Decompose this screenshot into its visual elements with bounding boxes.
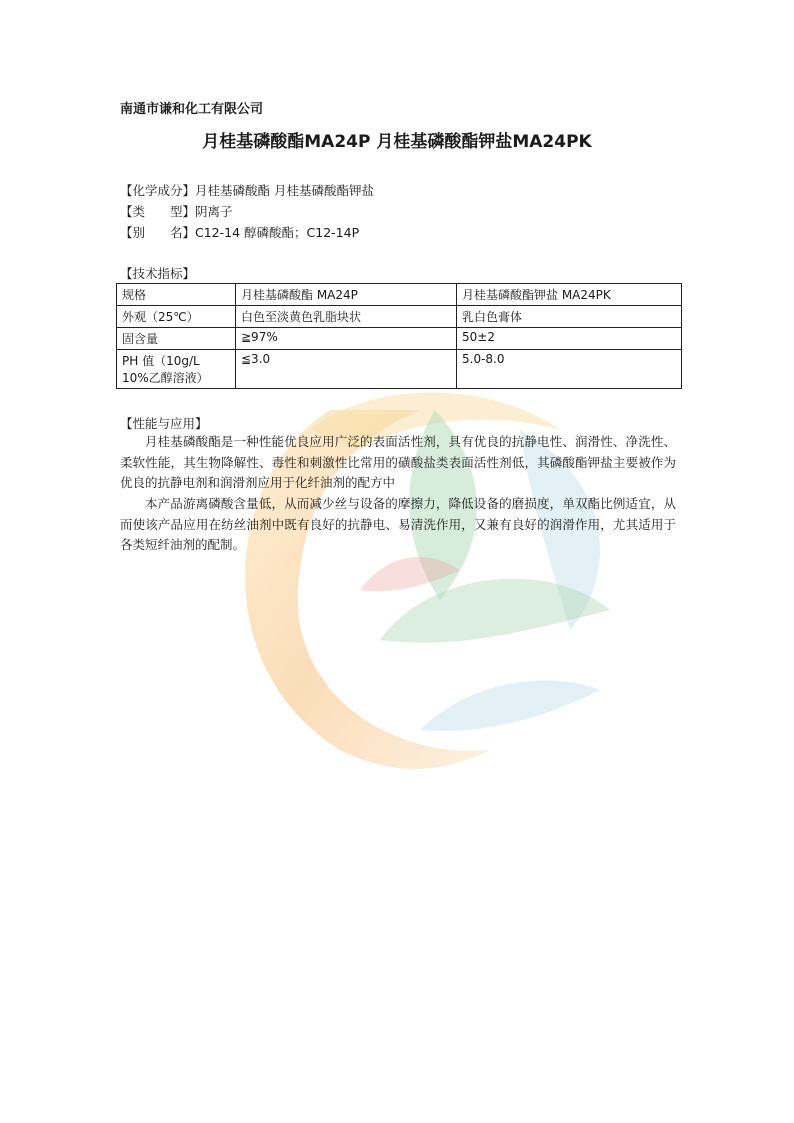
- table-header-cell: 月桂基磷酸酯钾盐 MA24PK: [457, 284, 682, 306]
- table-header-cell: 月桂基磷酸酯 MA24P: [236, 284, 457, 306]
- table-cell: ≦3.0: [236, 350, 457, 389]
- table-header-cell: 规格: [117, 284, 236, 306]
- table-row: [117, 306, 682, 328]
- table-cell: 外观（25℃）: [117, 306, 236, 328]
- specs-heading: 【技术指标】: [120, 266, 196, 281]
- table-cell: ≧97%: [236, 328, 457, 350]
- company-name: 南通市谦和化工有限公司: [120, 102, 264, 117]
- table-cell: 固含量: [117, 328, 236, 350]
- product-alias: 【别 名】C12-14 醇磷酸酯；C12-14P: [120, 225, 360, 240]
- table-row: [117, 328, 682, 350]
- document-title: 月桂基磷酸酯MA24P 月桂基磷酸酯钾盐MA24PK: [202, 132, 592, 152]
- table-cell: 乳白色膏体: [457, 306, 682, 328]
- table-cell: PH 值（10g/L 10%乙醇溶液）: [117, 350, 236, 389]
- application-heading: 【性能与应用】: [120, 416, 208, 431]
- product-type: 【类 型】阴离子: [120, 204, 233, 219]
- application-paragraph-1: 月桂基磷酸酯是一种性能优良应用广泛的表面活性剂，具有优良的抗静电性、润滑性、净洗性、柔软性能，其生物降解性、毒性和刺激性比常用的磺酸盐类表面活性剂低，其磷酸酯钾盐主要被作为优良的抗静电剂和润滑剂应用于化纤油剂的配方中: [120, 434, 676, 490]
- application-paragraph-2: 本产品游离磷酸含量低，从而减少丝与设备的摩擦力，降低设备的磨损度，单双酯比例适宜，从而使该产品应用在纺丝油剂中既有良好的抗静电、易清洗作用，又兼有良好的润滑作用，尤其适用于各类短纤油剂的配制。: [120, 496, 676, 552]
- table-cell: 白色至淡黄色乳脂块状: [236, 306, 457, 328]
- table-header-row: [117, 284, 682, 306]
- table-cell: 50±2: [457, 328, 682, 350]
- table-row: [117, 350, 682, 389]
- table-cell: 5.0-8.0: [457, 350, 682, 389]
- chemical-composition: 【化学成分】月桂基磷酸酯 月桂基磷酸酯钾盐: [120, 183, 374, 198]
- spec-table: [116, 283, 682, 389]
